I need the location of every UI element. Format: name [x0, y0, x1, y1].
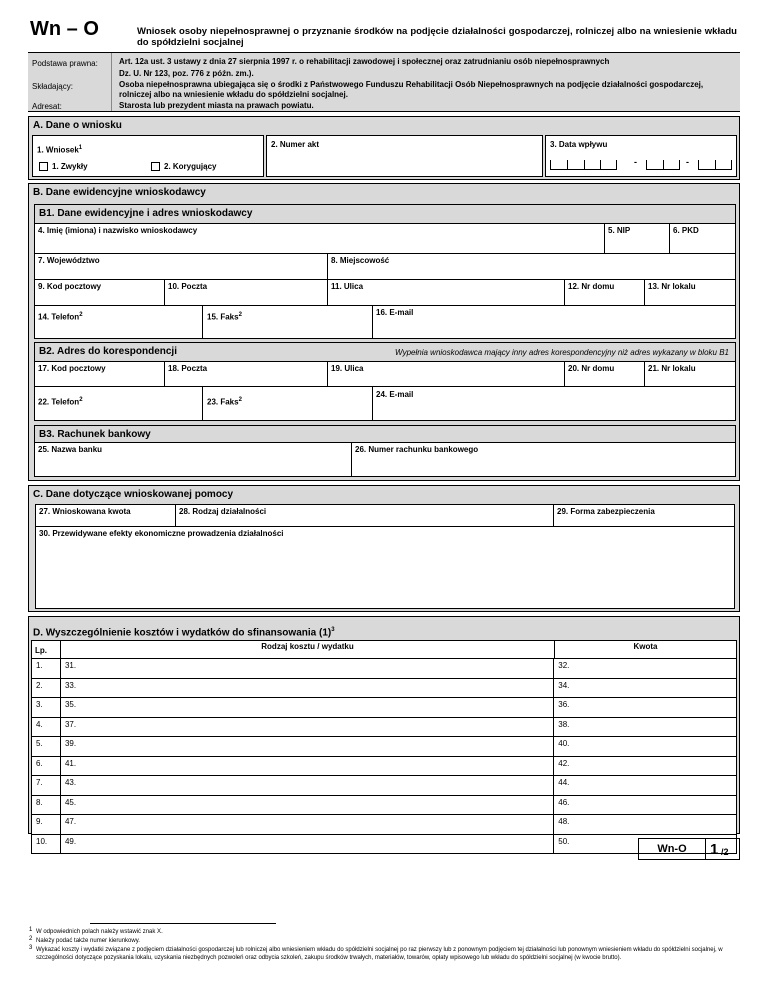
footnote-1-mark: 1 [29, 927, 33, 933]
cost-amount-cell[interactable]: 36. [554, 698, 737, 718]
footnote-ref-3: 3 [331, 627, 335, 633]
cost-type-cell[interactable]: 33. [60, 678, 553, 698]
option-normal-label: 1. Zwykły [52, 162, 88, 171]
row-number: 1. [32, 659, 61, 679]
block-b3-title: B3. Rachunek bankowy [39, 429, 151, 440]
cost-type-cell[interactable]: 47. [60, 815, 553, 835]
section-d [28, 616, 740, 846]
table-row [32, 815, 737, 835]
house-number-field[interactable] [564, 279, 645, 306]
footnote-ref-1: 1 [78, 145, 83, 151]
row-number: 5. [32, 737, 61, 757]
city-label: 8. Miejscowość [331, 256, 390, 265]
footnote-1: W odpowiednich polach należy wstawić znak X. [36, 929, 163, 935]
section-d-title-text: D. Wyszczególnienie kosztów i wydatków do sfinansowania [33, 627, 317, 639]
voivodeship-label: 7. Województwo [38, 256, 100, 265]
cost-amount-cell[interactable]: 42. [554, 756, 737, 776]
email-label: 16. E-mail [376, 308, 414, 317]
footnote-3: Wykazać koszty i wydatki związane z podjęciem działalności gospodarczej lub rolniczej albo wniesieniem wkładu do spółdzielni socjalnej po raz pierwszy lub z ponownym podjęciem tej działalności lub ponownym wniesieniem wkładu do spółdzielni socjalnej, w szczególności dotyczące pozyskania lokalu, uzyskania niezbędnych pozwoleń oraz odbycia szkoleń, zakupu środków trwałych, materiałów, towarów, opłaty wpisowego lub wkładu do spółdzielni socjalnej (w kwocie brutto). [36, 947, 723, 961]
option-normal[interactable] [39, 162, 88, 171]
corr-street-label: 19. Ulica [331, 364, 364, 373]
postal-code-label: 9. Kod pocztowy [38, 282, 102, 291]
collateral-label: 29. Forma zabezpieczenia [557, 507, 655, 516]
footnote-ref-2: 2 [238, 312, 242, 318]
bank-name-field[interactable] [34, 442, 352, 477]
cost-amount-cell[interactable]: 32. [554, 659, 737, 679]
cost-type-cell[interactable]: 37. [60, 717, 553, 737]
section-a [28, 116, 740, 180]
economic-effects-label: 30. Przewidywane efekty ekonomiczne prowadzenia działalności [39, 529, 284, 538]
form-code-footer: Wn-O [657, 843, 687, 855]
col-lp-label: Lp. [35, 646, 47, 655]
table-row [32, 834, 737, 854]
cost-type-cell[interactable]: 35. [60, 698, 553, 718]
section-c-title: C. Dane dotyczące wnioskowanej pomocy [33, 489, 234, 500]
page-number-box [706, 838, 740, 860]
table-row [32, 756, 737, 776]
corr-street-field[interactable] [327, 361, 565, 387]
cost-type-cell[interactable]: 49. [60, 834, 553, 854]
section-a-title: A. Dane o wniosku [33, 120, 122, 131]
page-total: /2 [721, 847, 729, 857]
row-number: 7. [32, 776, 61, 796]
file-number-field[interactable] [266, 135, 543, 177]
corr-house-number-field[interactable] [564, 361, 645, 387]
cost-type-cell[interactable]: 45. [60, 795, 553, 815]
date-month-boxes[interactable] [646, 160, 679, 170]
street-label: 11. Ulica [331, 282, 364, 291]
business-type-label: 28. Rodzaj działalności [179, 507, 267, 516]
full-name-label: 4. Imię (imiona) i nazwisko wnioskodawcy [38, 226, 198, 235]
corr-email-field[interactable] [372, 386, 736, 421]
addressee-text: Starosta lub prezydent miasta na prawach powiatu. [119, 101, 314, 110]
row-number: 4. [32, 717, 61, 737]
cost-amount-cell[interactable]: 48. [554, 815, 737, 835]
postal-code-field[interactable] [34, 279, 165, 306]
email-field[interactable] [372, 305, 736, 339]
section-d-title-suffix: (1) [318, 627, 332, 639]
row-number: 2. [32, 678, 61, 698]
corr-apartment-number-field[interactable] [644, 361, 736, 387]
cost-type-cell[interactable]: 31. [60, 659, 553, 679]
col-type-header [60, 640, 555, 659]
page-number: 1 [710, 841, 719, 858]
corr-email-label: 24. E-mail [376, 390, 414, 399]
checkbox-icon[interactable] [39, 162, 48, 171]
date-year-boxes[interactable] [550, 160, 616, 170]
cost-type-cell[interactable]: 43. [60, 776, 553, 796]
table-row [32, 776, 737, 796]
bank-account-label: 26. Numer rachunku bankowego [355, 445, 479, 454]
pkd-field[interactable] [669, 223, 736, 254]
street-field[interactable] [327, 279, 565, 306]
post-office-label: 10. Poczta [168, 282, 208, 291]
corr-post-office-label: 18. Poczta [168, 364, 208, 373]
footnote-2: Należy podać także numer kierunkowy. [36, 938, 140, 944]
block-b3 [34, 425, 736, 477]
pkd-label: 6. PKD [673, 226, 699, 235]
block-b1 [34, 204, 736, 339]
row-number: 9. [32, 815, 61, 835]
section-b [28, 183, 740, 481]
voivodeship-field[interactable] [34, 253, 328, 280]
request-type-label: 1. Wniosek [37, 145, 79, 155]
corr-house-number-label: 20. Nr domu [568, 364, 615, 373]
option-correcting[interactable] [151, 162, 216, 171]
nip-label: 5. NIP [608, 226, 631, 235]
addressee-label: Adresat: [32, 102, 62, 111]
cost-type-cell[interactable]: 41. [60, 756, 553, 776]
row-number: 3. [32, 698, 61, 718]
submitter-text: Osoba niepełnosprawna ubiegająca się o środki z Państwowego Funduszu Rehabilitacji Osób Niepełnosprawnych na podjęcie działalności gospodarczej, rolniczej albo na wniesienie wkładu do spółdzielni socjalnej. [119, 80, 704, 99]
requested-amount-field[interactable] [35, 504, 176, 527]
block-b2 [34, 342, 736, 421]
cost-amount-cell[interactable]: 44. [554, 776, 737, 796]
fax-label: 15. Faks [207, 312, 239, 322]
corr-postal-code-label: 17. Kod pocztowy [38, 364, 106, 373]
cost-amount-cell[interactable]: 50. [554, 834, 737, 854]
fax-field[interactable] [202, 305, 373, 339]
cost-amount-cell[interactable]: 46. [554, 795, 737, 815]
cost-amount-cell[interactable]: 38. [554, 717, 737, 737]
legal-info-block [28, 52, 740, 112]
form-code: Wn – O [30, 18, 99, 40]
table-row [32, 737, 737, 757]
corr-fax-label: 23. Faks [207, 397, 239, 407]
col-amount-label: Kwota [633, 642, 658, 651]
full-name-field[interactable] [34, 223, 605, 254]
footnote-2-mark: 2 [29, 936, 33, 942]
cost-type-cell[interactable]: 39. [60, 737, 553, 757]
basis-label: Podstawa prawna: [32, 59, 98, 68]
footnote-ref-2: 2 [79, 397, 83, 403]
phone-field[interactable] [34, 305, 203, 339]
section-c [28, 485, 740, 612]
row-number: 8. [32, 795, 61, 815]
costs-table [31, 658, 737, 854]
request-type-field [32, 135, 264, 177]
date-day-boxes[interactable] [698, 160, 731, 170]
apartment-number-field[interactable] [644, 279, 736, 306]
table-row [32, 698, 737, 718]
row-number: 6. [32, 756, 61, 776]
business-type-field[interactable] [175, 504, 554, 527]
checkbox-icon[interactable] [151, 162, 160, 171]
col-amount-header [554, 640, 737, 659]
corr-post-office-field[interactable] [164, 361, 328, 387]
file-number-label: 2. Numer akt [271, 140, 320, 149]
table-row [32, 678, 737, 698]
collateral-field[interactable] [553, 504, 735, 527]
block-b2-title: B2. Adres do korespondencji [39, 346, 177, 357]
table-row [32, 717, 737, 737]
bank-account-field[interactable] [351, 442, 736, 477]
nip-field[interactable] [604, 223, 670, 254]
receipt-date-label: 3. Data wpływu [550, 140, 608, 149]
form-title: Wniosek osoby niepełnosprawnej o przyznanie środków na podjęcie działalności gospodarczej, rolniczej albo na wniesienie wkładu do spółdzielni socjalnej [137, 26, 737, 48]
table-row [32, 659, 737, 679]
cost-amount-cell[interactable]: 34. [554, 678, 737, 698]
phone-label: 14. Telefon [38, 312, 80, 322]
form-code-box [638, 838, 706, 860]
footnote-ref-2: 2 [79, 312, 83, 318]
economic-effects-field[interactable] [35, 526, 735, 609]
requested-amount-label: 27. Wnioskowana kwota [39, 507, 131, 516]
corr-phone-label: 22. Telefon [38, 397, 80, 407]
col-lp-header [31, 640, 61, 659]
house-number-label: 12. Nr domu [568, 282, 615, 291]
submitter-label: Składający: [32, 82, 73, 91]
footnote-ref-2: 2 [238, 397, 242, 403]
col-type-label: Rodzaj kosztu / wydatku [261, 642, 354, 651]
city-field[interactable] [327, 253, 736, 280]
row-number: 10. [32, 834, 61, 854]
corr-postal-code-field[interactable] [34, 361, 165, 387]
basis-text: Art. 12a ust. 3 ustawy z dnia 27 sierpnia 1997 r. o rehabilitacji zawodowej i społecznej oraz zatrudnianiu osób niepełnosprawnych [119, 57, 610, 66]
corr-fax-field[interactable] [202, 386, 373, 421]
footnote-3-mark: 3 [29, 945, 33, 951]
section-d-title [33, 627, 335, 638]
footnote-separator [90, 923, 276, 924]
bank-name-label: 25. Nazwa banku [38, 445, 103, 454]
corr-phone-field[interactable] [34, 386, 203, 421]
block-b1-title: B1. Dane ewidencyjne i adres wnioskodawcy [39, 208, 253, 219]
apartment-number-label: 13. Nr lokalu [648, 282, 696, 291]
table-row [32, 795, 737, 815]
receipt-date-field[interactable]: 3. Data wpływu - - [545, 135, 737, 177]
option-correcting-label: 2. Korygujący [164, 162, 217, 171]
block-b2-note: Wypełnia wnioskodawca mający inny adres korespondencyjny niż adres wykazany w bloku B1 [395, 348, 729, 357]
section-b-title: B. Dane ewidencyjne wnioskodawcy [33, 187, 206, 198]
cost-amount-cell[interactable]: 40. [554, 737, 737, 757]
post-office-field[interactable] [164, 279, 328, 306]
corr-apartment-number-label: 21. Nr lokalu [648, 364, 696, 373]
basis-text-2: Dz. U. Nr 123, poz. 776 z późn. zm.). [119, 69, 254, 78]
